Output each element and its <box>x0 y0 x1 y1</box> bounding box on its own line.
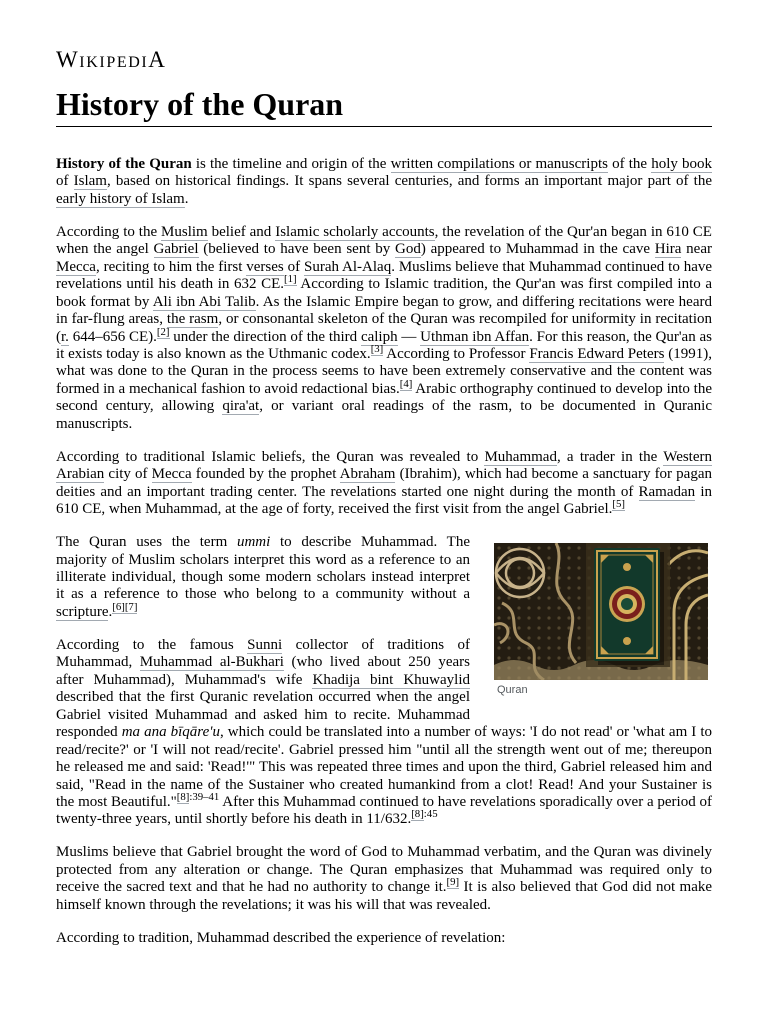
paragraph-traditional-beliefs <box>56 449 712 519</box>
citation-link[interactable]: [3] <box>370 343 384 356</box>
paragraph-text: , the revelation of the Qur'an began in 610 CE when the angel <box>56 223 712 258</box>
paragraph-revelation <box>56 224 712 433</box>
citation-link[interactable]: [2] <box>156 325 170 338</box>
article-body <box>56 156 712 947</box>
paragraph-text: collector of traditions of Muhammad, <box>56 636 470 671</box>
paragraph-text: According to the famous <box>56 636 248 653</box>
figure-caption: Quran <box>497 684 528 697</box>
paragraph-text: . <box>108 603 113 620</box>
paragraph-text: ) appeared to Muhammad in the cave <box>420 241 655 258</box>
article-link[interactable]: Francis Edward Peters <box>529 346 665 363</box>
paragraph-text: (1991), what was done to the Quran in the process seems to have been extremely conservative and the content was formed in a mechanical fashion to avoid redactional bias. <box>56 346 712 397</box>
paragraph-intro <box>56 156 712 208</box>
paragraph-experience <box>56 930 712 947</box>
citation-link[interactable]: [8] <box>176 791 190 804</box>
italic-term: ummi <box>236 534 271 551</box>
article-link[interactable]: Islam <box>73 173 107 190</box>
citation-link[interactable]: [9] <box>446 876 460 889</box>
bold-term: History of the Quran <box>56 156 192 172</box>
paragraph-text: (believed to have been sent by <box>198 241 395 258</box>
article-link[interactable]: the rasm <box>166 311 219 328</box>
paragraph-text: According to tradition, Muhammad described the experience of revelation: <box>56 929 506 946</box>
thumbnail-figure <box>494 543 708 697</box>
article-link[interactable]: verses <box>246 258 284 275</box>
paragraph-text: . As the Islamic Empire began to grow, and differing recitations were heard in far-flung areas, <box>56 293 712 328</box>
article-link[interactable]: early history of Islam <box>56 190 185 207</box>
article-link[interactable]: Ramadan <box>638 483 696 500</box>
citation-link[interactable]: [8] <box>411 808 424 821</box>
paragraph-text: According to the <box>56 223 162 240</box>
paragraph-text: of <box>56 173 74 190</box>
paragraph-text: . Muslims believe that Muhammad continued to have revelations until his death in 632 CE. <box>56 258 713 293</box>
paragraph-text: , which could be translated into a number of ways: 'I do not read' or 'what am I to read/recite?' or 'I will not read/recite'. Gabriel pressed him "until all the strength went out of me; thereupon he released me and said: 'Read!'" This was repeated three times and upon the third, Gabriel released him and said, "Read in the name of the Sustainer who created humankind from a clot! Read! And your Sustainer is the most Beautiful." <box>56 724 712 810</box>
paragraph-text: , based on historical findings. It spans several centuries, and forms an important major part of the <box>106 173 712 190</box>
citation-link[interactable]: [6] <box>112 600 125 613</box>
article-link[interactable]: qira'at <box>222 398 260 415</box>
paragraph-text: of <box>283 258 305 275</box>
article-link[interactable]: Mecca <box>151 466 192 483</box>
article-link[interactable]: Gabriel <box>153 241 199 258</box>
citation-pages: :45 <box>423 808 438 821</box>
article-link[interactable]: Ali ibn Abi Talib <box>152 293 256 310</box>
article-link[interactable]: caliph <box>360 328 398 345</box>
paragraph-text: . <box>184 190 189 207</box>
article-link[interactable]: Uthman ibn Affan <box>420 328 530 345</box>
article-link[interactable]: written compilations or manuscripts <box>390 156 608 172</box>
paragraph-text: (who lived about 250 years after Muhammad), Muhammad's wife <box>56 654 471 688</box>
article-link[interactable]: Abraham <box>339 466 396 483</box>
paragraph-text: It is also believed that God did not make himself known through the revelations; it was his will that was revealed. <box>56 879 713 913</box>
article-link[interactable]: Sunni <box>247 636 283 653</box>
article-link[interactable]: Mecca <box>56 258 96 275</box>
article-link[interactable]: Islamic scholarly accounts <box>275 223 435 240</box>
paragraph-text: 644–656 CE). <box>68 328 157 345</box>
citation-link[interactable]: [4] <box>399 378 413 390</box>
article-link[interactable]: Khadija bint Khuwaylid <box>312 671 471 688</box>
paragraph-text: , reciting to him the first <box>95 258 247 275</box>
citation-link[interactable]: [7] <box>124 600 138 613</box>
paragraph-text: According to Islamic tradition, the Qur'an was first compiled into a book format by <box>56 276 712 310</box>
article-link[interactable]: Muhammad al-Bukhari <box>139 654 284 671</box>
quran-image[interactable] <box>494 543 708 680</box>
book-cover <box>594 548 664 665</box>
paragraph-text: , or variant oral readings of the rasm, to be documented in Quranic manuscripts. <box>56 398 712 432</box>
paragraph-text: city of <box>104 466 152 483</box>
paragraph-text: . For this reason, the Qur'an as it exists today is also known as the Uthmanic codex. <box>56 328 712 363</box>
paragraph-text: Muslims believe that Gabriel brought the word of God to Muhammad verbatim, and the Quran was divinely protected from any alteration or change. The Quran emphasizes that Muhammad was required only to receive the sacred text and that he had no authority to change it. <box>56 844 712 896</box>
italic-term: ma ana bīqāre'u <box>121 724 220 741</box>
paragraph-text: belief and <box>207 223 276 240</box>
page-title: History of the Quran <box>56 86 712 127</box>
paragraph-verbatim <box>56 844 712 914</box>
article-link[interactable]: Hira <box>654 241 682 258</box>
paragraph-text: According to Professor <box>383 346 530 363</box>
paragraph-text: After this Muhammad continued to have revelations sporadically over a period of twenty-three years, until shortly before his death in 11/632. <box>56 793 712 828</box>
paragraph-text: According to traditional Islamic beliefs, the Quran was revealed to <box>56 448 485 465</box>
article-link[interactable]: Western Arabian <box>56 448 713 483</box>
paragraph-text: is the timeline and origin of the <box>191 156 391 172</box>
article-link[interactable]: scripture <box>56 603 109 620</box>
paragraph-text: Arabic orthography continued to develop into the second century, allowing <box>56 380 712 415</box>
paragraph-text: of the <box>607 156 652 172</box>
paragraph-text: in 610 CE, when Muhammad, at the age of forty, received the first visit from the angel Gabriel. <box>56 483 712 518</box>
citation-link[interactable]: [5] <box>612 498 625 511</box>
paragraph-text: , or consonantal skeleton of the Quran was recompiled for uniformity in recitation ( <box>56 311 712 345</box>
paragraph-text: The Quran uses the term <box>56 534 237 551</box>
paragraph-text: founded by the prophet <box>191 466 340 483</box>
citation-link[interactable]: [1] <box>284 273 297 286</box>
article-link[interactable]: Muhammad <box>484 448 557 465</box>
paragraph-text: , a trader in the <box>556 448 664 465</box>
article-link[interactable]: Muslim <box>161 223 208 240</box>
paragraph-text: (Ibrahim), which had become a sanctuary for pagan deities and an important trading center. The revelations started one night during the month of <box>56 466 712 500</box>
citation-pages: :39–41 <box>189 791 220 804</box>
article-link[interactable]: holy book <box>651 156 713 172</box>
article-link[interactable]: r. <box>61 328 69 345</box>
paragraph-text: under the direction of the third <box>169 328 361 345</box>
paragraph-text: near <box>681 241 712 258</box>
paragraph-text: — <box>397 328 421 345</box>
paragraph-text: described that the first Quranic revelation occurred when the angel Gabriel visited Muhammad and asked him to recite. Muhammad responded <box>56 689 470 741</box>
article-link[interactable]: God <box>394 241 421 258</box>
paragraph-text: to describe Muhammad. The majority of Muslim scholars interpret this word as a reference to an illiterate individual, though some modern scholars instead interpret it as a reference to those who belong to a community without a <box>56 534 470 603</box>
article-link[interactable]: Surah Al-Alaq <box>304 258 392 275</box>
wikipedia-logo[interactable]: WikipediA <box>56 47 167 72</box>
